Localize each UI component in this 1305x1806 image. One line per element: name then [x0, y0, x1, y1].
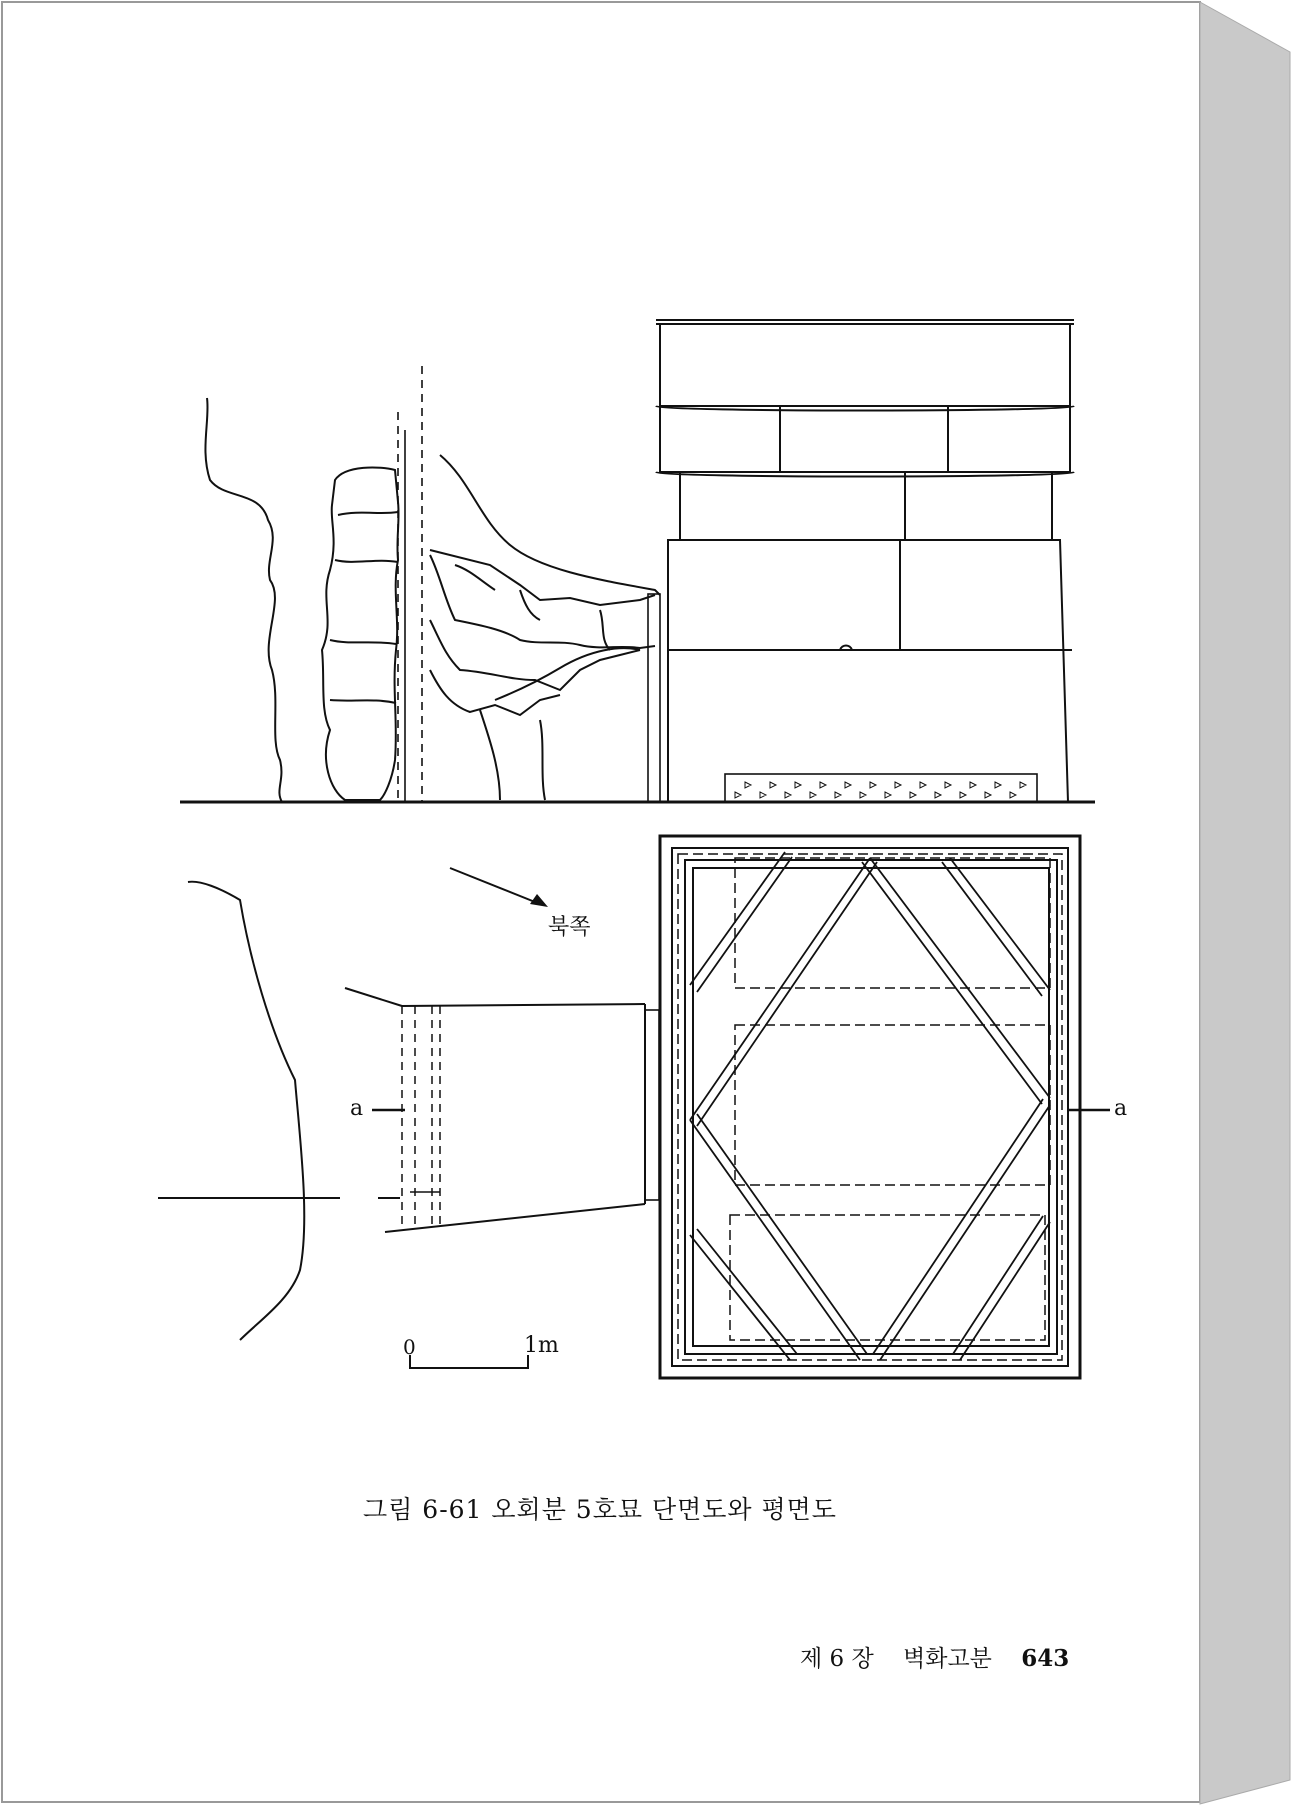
chapter-label: 제 6 장 — [800, 1646, 874, 1672]
page-number: 643 — [1021, 1645, 1070, 1672]
page-footer — [800, 1640, 1069, 1673]
section-marker-right: a — [1114, 1096, 1128, 1121]
section-marker-left: a — [350, 1096, 364, 1121]
section-label: 벽화고분 — [903, 1646, 992, 1672]
plan-view — [158, 836, 1110, 1378]
section-view — [180, 320, 1095, 802]
scale-one-meter-label: 1m — [524, 1333, 559, 1358]
north-label: 북쪽 — [548, 915, 591, 940]
scale-zero-label: 0 — [403, 1335, 416, 1359]
figure-caption: 그림 6-61 오회분 5호묘 단면도와 평면도 — [363, 1495, 837, 1524]
